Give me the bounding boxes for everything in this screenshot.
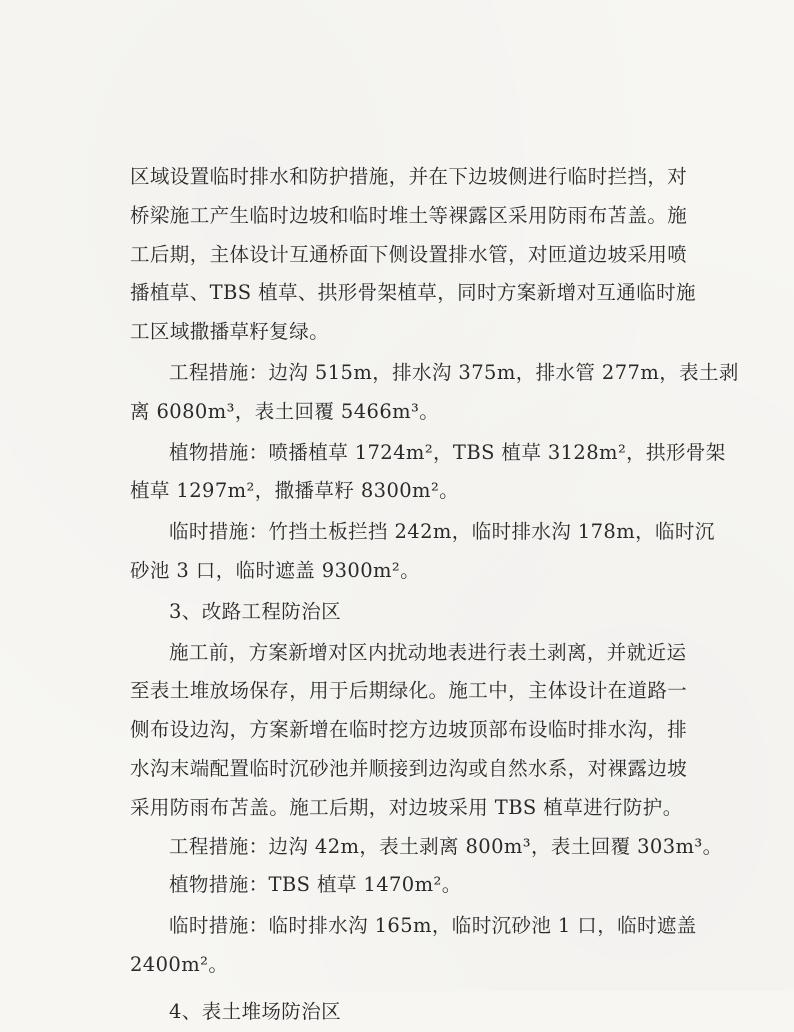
paragraph-road-engineering-measures: [130, 828, 723, 867]
text-line: 临时措施：临时排水沟 165m，临时沉砂池 1 口，临时遮盖: [169, 914, 697, 938]
text-line: 采用防雨布苫盖。施工后期，对边坡采用 TBS 植草进行防护。: [130, 795, 683, 819]
text-line: 施工前，方案新增对区内扰动地表进行表土剥离，并就近运: [169, 640, 687, 664]
text-line: 侧布设边沟，方案新增在临时挖方边坡顶部布设临时排水沟，排: [130, 718, 688, 742]
paragraph-road-temporary-measures: [130, 907, 710, 985]
text-line: 植草 1297m²，撒播草籽 8300m²。: [130, 479, 460, 503]
paragraph-road-plant-measures: [130, 866, 710, 905]
paragraph-temporary-measures: [130, 513, 715, 591]
text-line: 工程措施：边沟 515m，排水沟 375m，排水管 277m，表土剥: [169, 360, 739, 384]
paragraph-road-diversion: [130, 634, 710, 828]
text-line: 临时措施：竹挡土板拦挡 242m，临时排水沟 178m，临时沉: [169, 520, 715, 544]
text-line: 离 6080m³，表土回覆 5466m³。: [130, 399, 440, 423]
text-line: 植物措施：TBS 植草 1470m²。: [169, 873, 462, 897]
text-line: 植物措施：喷播植草 1724m²，TBS 植草 3128m²，拱形骨架: [169, 440, 726, 464]
text-line: 2400m²。: [130, 952, 229, 976]
paragraph-interchange-measures: [130, 158, 710, 352]
paragraph-engineering-measures: [130, 354, 739, 432]
document-body: [130, 158, 739, 1032]
text-line: 播植草、TBS 植草、拱形骨架植草，同时方案新增对互通临时施: [130, 281, 696, 305]
section-heading: 3、改路工程防治区: [169, 599, 342, 623]
section-heading: 4、表土堆场防治区: [169, 999, 342, 1023]
text-line: 砂池 3 口，临时遮盖 9300m²。: [130, 558, 421, 582]
text-line: 桥梁施工产生临时边坡和临时堆土等裸露区采用防雨布苫盖。施: [130, 203, 688, 227]
text-line: 工区域撒播草籽复绿。: [130, 320, 330, 344]
text-line: 工程措施：边沟 42m，表土剥离 800m³，表土回覆 303m³。: [169, 834, 723, 858]
paragraph-plant-measures: [130, 434, 726, 512]
text-line: 至表土堆放场保存，用于后期绿化。施工中，主体设计在道路一: [130, 679, 688, 703]
text-line: 水沟末端配置临时沉砂池并顺接到边沟或自然水系，对裸露边坡: [130, 756, 688, 780]
text-line: 区域设置临时排水和防护措施，并在下边坡侧进行临时拦挡，对: [130, 165, 688, 188]
text-line: 工后期，主体设计互通桥面下侧设置排水管，对匝道边坡采用喷: [130, 242, 688, 266]
